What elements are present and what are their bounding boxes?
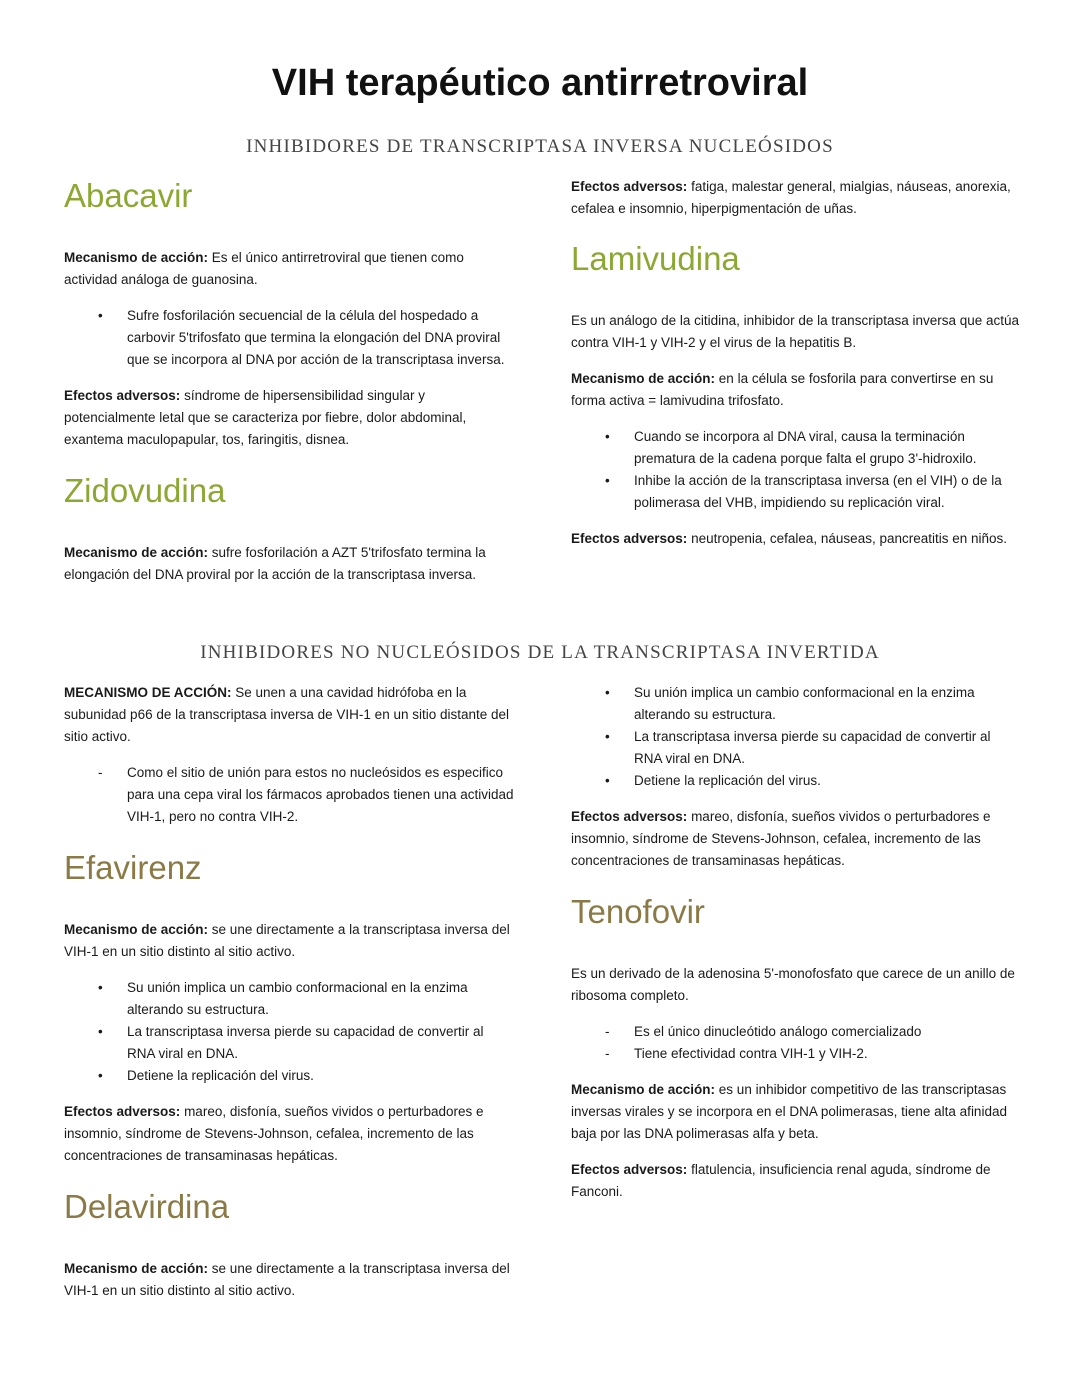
section2-left-column <box>64 682 514 1302</box>
drug-heading-zidovudina: Zidovudina <box>64 472 226 509</box>
nnrti-mechanism <box>64 682 514 748</box>
dash-marker: - <box>98 765 103 780</box>
abacavir-mechanism <box>64 247 514 291</box>
tenofovir-intro: Es un derivado de la adenosina 5'-monofosfato que carece de un anillo de ribosoma completo. <box>571 966 1015 1003</box>
zidovudina-mechanism-text: sufre fosforilación a AZT 5'trifosfato termina la elongación del DNA proviral por la acción de la transcriptasa inversa. <box>64 545 486 582</box>
efavirenz-adverse-label: Efectos adversos: <box>64 1104 181 1119</box>
list-item-text: Es el único dinucleótido análogo comercializado <box>634 1024 922 1039</box>
list-item-text: Tiene efectividad contra VIH-1 y VIH-2. <box>634 1046 868 1061</box>
list-item-text: Como el sitio de unión para estos no nucleósidos es especifico para una cepa viral los fármacos aprobados tienen una actividad VIH-1, pero no contra VIH-2. <box>127 765 514 824</box>
bullet-icon: • <box>605 473 610 488</box>
list-item <box>571 426 1021 470</box>
abacavir-adverse-text: síndrome de hipersensibilidad singular y potencialmente letal que se caracteriza por fiebre, dolor abdominal, exantema maculopapular, tos, faringitis, disnea. <box>64 388 467 447</box>
abacavir-bullet-list <box>64 305 514 371</box>
list-item <box>571 682 1021 726</box>
bullet-icon: • <box>605 685 610 700</box>
bullet-icon: • <box>605 729 610 744</box>
lamivudina-bullet-list <box>571 426 1021 514</box>
efavirenz-mechanism-label: Mecanismo de acción: <box>64 922 209 937</box>
bullet-icon: • <box>605 429 610 444</box>
bullet-icon: • <box>98 980 103 995</box>
bullet-icon: • <box>98 1024 103 1039</box>
list-item-text: Detiene la replicación del virus. <box>127 1068 314 1083</box>
list-item-text: La transcriptasa inversa pierde su capacidad de convertir al RNA viral en DNA. <box>634 729 991 766</box>
list-item-text: Inhibe la acción de la transcriptasa inversa (en el VIH) o de la polimerasa del VHB, impidiendo su replicación viral. <box>634 473 1002 510</box>
zidovudina-adverse-text: fatiga, malestar general, mialgias, náuseas, anorexia, cefalea e insomnio, hiperpigmentación de uñas. <box>571 179 1011 216</box>
lamivudina-intro: Es un análogo de la citidina, inhibidor de la transcriptasa inversa que actúa contra VIH-1 y VIH-2 y el virus de la hepatitis B. <box>571 313 1020 350</box>
bullet-icon: • <box>98 1068 103 1083</box>
zidovudina-mechanism-label: Mecanismo de acción: <box>64 545 209 560</box>
nnrti-mechanism-label: MECANISMO DE ACCIÓN: <box>64 685 232 700</box>
zidovudina-adverse-effects <box>571 176 1021 220</box>
nnrti-dash-list <box>64 762 514 828</box>
drug-heading-efavirenz: Efavirenz <box>64 849 202 886</box>
lamivudina-adverse-text: neutropenia, cefalea, náuseas, pancreatitis en niños. <box>687 531 1008 546</box>
list-item-text: Sufre fosforilación secuencial de la célula del hospedado a carbovir 5'trifosfato que termina la elongación del DNA proviral que se incorpora al DNA por acción de la transcriptasa inversa. <box>127 308 505 367</box>
list-item-text: Detiene la replicación del virus. <box>634 773 821 788</box>
list-item <box>64 1065 514 1087</box>
drug-heading-abacavir: Abacavir <box>64 177 193 214</box>
lamivudina-mechanism <box>571 368 1021 412</box>
nnrti-adverse-text: mareo, disfonía, sueños vividos o perturbadores e insomnio, síndrome de Stevens-Johnson, cefalea, incremento de las concentraciones de transaminasas hepáticas. <box>571 809 991 868</box>
list-item-text: Cuando se incorpora al DNA viral, causa la terminación prematura de la cadena porque falta el grupo 3'-hidroxilo. <box>634 429 977 466</box>
section2-right-column <box>571 682 1021 1203</box>
tenofovir-mechanism-text: es un inhibidor competitivo de las transcriptasas inversas virales y se incorpora en el DNA polimerasas, tiene alta afinidad baja por las DNA polimerasas alfa y beta. <box>571 1082 1007 1141</box>
lamivudina-adverse-label: Efectos adversos: <box>571 531 688 546</box>
efavirenz-mechanism-text: se une directamente a la transcriptasa inversa del VIH-1 en un sitio distinto al sitio activo. <box>64 922 510 959</box>
delavirdina-mechanism <box>64 1258 514 1302</box>
abacavir-mechanism-text: Es el único antirretroviral que tienen como actividad análoga de guanosina. <box>64 250 464 287</box>
efavirenz-mechanism <box>64 919 514 963</box>
dash-marker: - <box>605 1024 610 1039</box>
tenofovir-mechanism-label: Mecanismo de acción: <box>571 1082 716 1097</box>
nnrti-adverse-label: Efectos adversos: <box>571 809 688 824</box>
tenofovir-adverse-text: flatulencia, insuficiencia renal aguda, síndrome de Fanconi. <box>571 1162 991 1199</box>
efavirenz-adverse-text: mareo, disfonía, sueños vividos o perturbadores e insomnio, síndrome de Stevens-Johnson, cefalea, incremento de las concentraciones de transaminasas hepáticas. <box>64 1104 484 1163</box>
nnrti-adverse-effects <box>571 806 1021 872</box>
delavirdina-mechanism-text: se une directamente a la transcriptasa inversa del VIH-1 en un sitio distinto al sitio activo. <box>64 1261 510 1298</box>
list-item <box>64 1021 514 1065</box>
list-item <box>571 1021 1021 1043</box>
zidovudina-mechanism <box>64 542 514 586</box>
list-item-text: Su unión implica un cambio conformacional en la enzima alterando su estructura. <box>127 980 468 1017</box>
list-item <box>571 770 1021 792</box>
tenofovir-adverse-label: Efectos adversos: <box>571 1162 688 1177</box>
drug-heading-lamivudina: Lamivudina <box>571 240 740 277</box>
dash-marker: - <box>605 1046 610 1061</box>
bullet-icon: • <box>605 773 610 788</box>
list-item <box>64 762 514 828</box>
nnrti-mechanism-text: Se unen a una cavidad hidrófoba en la subunidad p66 de la transcriptasa inversa de VIH-1 en un sitio distante del sitio activo. <box>64 685 510 744</box>
page-title: VIH terapéutico antirretroviral <box>271 62 809 104</box>
zidovudina-adverse-label: Efectos adversos: <box>571 179 688 194</box>
delavirdina-mechanism-label: Mecanismo de acción: <box>64 1261 209 1276</box>
abacavir-mechanism-label: Mecanismo de acción: <box>64 250 209 265</box>
bullet-icon: • <box>98 308 103 323</box>
section1-right-column <box>571 176 1021 550</box>
list-item <box>571 1043 1021 1065</box>
list-item <box>571 470 1021 514</box>
list-item <box>571 726 1021 770</box>
tenofovir-adverse-effects <box>571 1159 1021 1203</box>
list-item-text: Su unión implica un cambio conformacional en la enzima alterando su estructura. <box>634 685 975 722</box>
list-item <box>64 977 514 1021</box>
drug-heading-tenofovir: Tenofovir <box>571 893 705 930</box>
section-heading-nnrti: INHIBIDORES NO NUCLEÓSIDOS DE LA TRANSCRIPTASA INVERTIDA <box>200 642 880 663</box>
lamivudina-mechanism-label: Mecanismo de acción: <box>571 371 716 386</box>
list-item-text: La transcriptasa inversa pierde su capacidad de convertir al RNA viral en DNA. <box>127 1024 484 1061</box>
lamivudina-adverse-effects <box>571 528 1021 550</box>
efavirenz-adverse-effects <box>64 1101 514 1167</box>
efavirenz-bullet-list <box>64 977 514 1087</box>
section1-left-column <box>64 176 514 586</box>
abacavir-adverse-effects <box>64 385 514 451</box>
tenofovir-mechanism <box>571 1079 1021 1145</box>
list-item <box>64 305 514 371</box>
lamivudina-mechanism-text: en la célula se fosforila para convertirse en su forma activa = lamivudina trifosfato. <box>571 371 994 408</box>
nnrti-bullet-list <box>571 682 1021 792</box>
tenofovir-dash-list <box>571 1021 1021 1065</box>
section-heading-nrti: INHIBIDORES DE TRANSCRIPTASA INVERSA NUCLEÓSIDOS <box>246 136 834 157</box>
abacavir-adverse-label: Efectos adversos: <box>64 388 181 403</box>
drug-heading-delavirdina: Delavirdina <box>64 1188 230 1225</box>
